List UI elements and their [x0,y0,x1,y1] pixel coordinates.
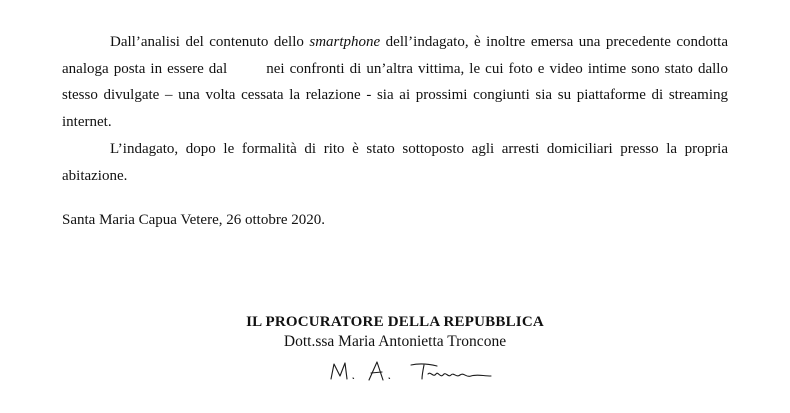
place-and-date: Santa Maria Capua Vetere, 26 ottobre 2020. [62,212,325,228]
paragraph-findings-text-end: nei confronti di un’altra vittima, le cui foto e video intime sono stato dallo stesso divulgate – una volta cessata la relazione - sia ai prossimi congiunti sia su piattaforme di streaming internet. [62,60,728,130]
signature-block [150,313,640,352]
signatory-title: IL PROCURATORE DELLA REPUBBLICA [246,314,544,330]
paragraph-findings-text-middle: dell’indagato, è inoltre emersa una precedente condotta analoga posta in essere dal [62,34,728,77]
document-body [62,29,728,189]
paragraph-arrest: L’indagato, dopo le formalità di rito è stato sottoposto agli arresti domiciliari presso la propria abitazione. [62,141,728,184]
signatory-name: Dott.ssa Maria Antonietta Troncone [283,333,507,350]
paragraph-findings-text-start: Dall’analisi del contenuto dello [110,34,310,50]
handwritten-signature [325,355,505,385]
paragraph-findings [62,29,728,135]
italic-term-smartphone: smartphone [309,34,381,50]
